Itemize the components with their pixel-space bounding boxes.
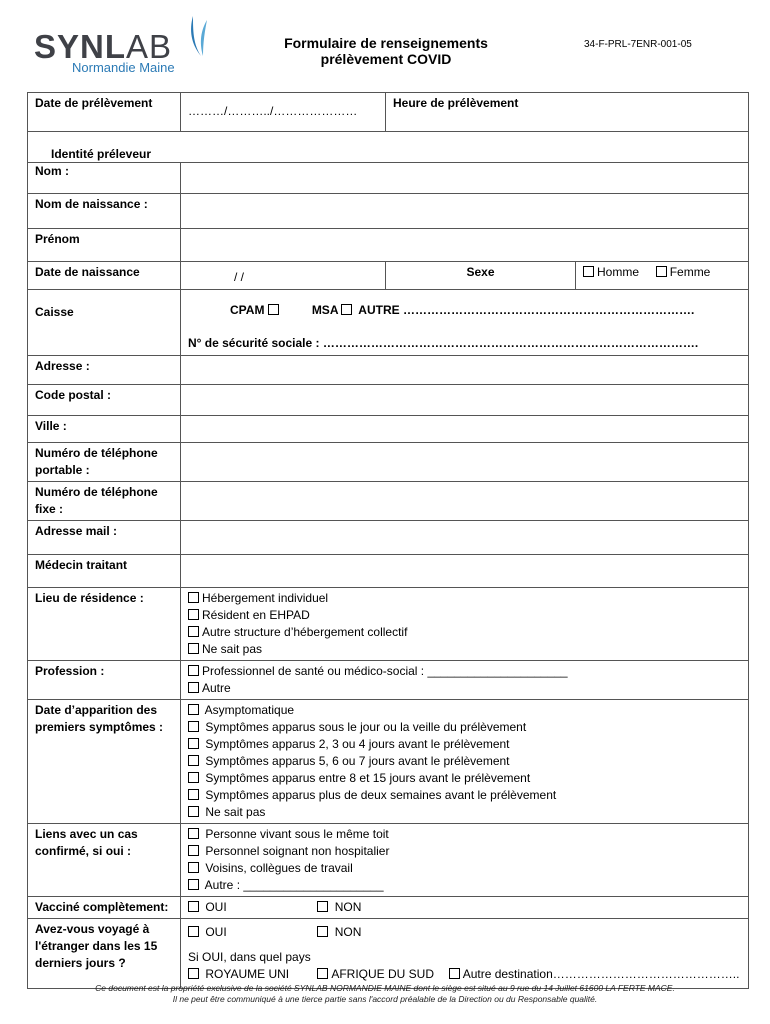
adresse-label: Adresse : bbox=[28, 356, 181, 385]
document-reference: 34-F-PRL-7ENR-001-05 bbox=[584, 39, 692, 50]
symptome-option[interactable]: Symptômes apparus plus de deux semaines avant le prélèvement bbox=[188, 787, 741, 804]
adresse-mail-label: Adresse mail : bbox=[28, 521, 181, 555]
checkbox-icon bbox=[188, 682, 199, 693]
checkbox-icon bbox=[188, 643, 199, 654]
synlab-wordmark: SYNLAB bbox=[34, 28, 173, 65]
voyage-oui-checkbox[interactable]: OUI bbox=[188, 924, 314, 941]
profession-label: Profession : bbox=[28, 661, 181, 700]
covid-form-table bbox=[27, 92, 749, 989]
tel-fixe-field[interactable] bbox=[181, 482, 749, 521]
checkbox-icon bbox=[188, 862, 199, 873]
adresse-field[interactable] bbox=[181, 356, 749, 385]
caisse-options bbox=[181, 290, 749, 356]
femme-checkbox[interactable]: Femme bbox=[656, 265, 711, 279]
tel-portable-label: Numéro de téléphone portable : bbox=[28, 443, 181, 482]
nom-label: Identité préleveur Nom : bbox=[28, 163, 181, 194]
synlab-logo bbox=[34, 14, 224, 78]
ville-label: Ville : bbox=[28, 416, 181, 443]
vaccine-label: Vacciné complètement: bbox=[28, 897, 181, 919]
date-prelevement-label: Date de prélèvement bbox=[28, 93, 181, 132]
region-name: Normandie Maine bbox=[72, 60, 175, 75]
residence-option[interactable]: Autre structure d’hébergement collectif bbox=[188, 624, 741, 641]
lien-option[interactable]: Voisins, collègues de travail bbox=[188, 860, 741, 877]
checkbox-icon bbox=[188, 721, 199, 732]
residence-label: Lieu de résidence : bbox=[28, 588, 181, 661]
heure-prelevement-field[interactable]: Heure de prélèvement bbox=[386, 93, 749, 132]
checkbox-icon bbox=[188, 806, 199, 817]
checkbox-icon bbox=[188, 755, 199, 766]
checkbox-icon bbox=[188, 609, 199, 620]
checkbox-icon bbox=[188, 772, 199, 783]
nom-field[interactable] bbox=[181, 163, 749, 194]
msa-checkbox[interactable]: MSA bbox=[312, 303, 356, 317]
symptome-option[interactable]: Symptômes apparus sous le jour ou la veille du prélèvement bbox=[188, 719, 741, 736]
sexe-options bbox=[576, 262, 749, 290]
voyage-non-checkbox[interactable]: NON bbox=[317, 925, 361, 939]
checkbox-icon bbox=[583, 266, 594, 277]
checkbox-icon bbox=[188, 879, 199, 890]
caisse-row bbox=[188, 292, 741, 319]
checkbox-icon bbox=[268, 304, 279, 315]
voyage-options bbox=[181, 919, 749, 989]
liens-options bbox=[181, 824, 749, 897]
sexe-label: Sexe bbox=[386, 262, 576, 290]
profession-option[interactable]: Autre bbox=[188, 680, 741, 697]
voyage-pays bbox=[188, 966, 741, 983]
identite-spacer bbox=[386, 132, 749, 163]
checkbox-icon bbox=[188, 665, 199, 676]
residence-option[interactable]: Ne sait pas bbox=[188, 641, 741, 658]
date-naissance-label: Date de naissance bbox=[28, 262, 181, 290]
code-postal-field[interactable] bbox=[181, 385, 749, 416]
symptome-option[interactable]: Symptômes apparus entre 8 et 15 jours avant le prélèvement bbox=[188, 770, 741, 787]
checkbox-icon bbox=[188, 901, 199, 912]
residence-option[interactable]: Résident en EHPAD bbox=[188, 607, 741, 624]
royaume-uni-checkbox[interactable]: ROYAUME UNI bbox=[188, 966, 314, 983]
medecin-label: Médecin traitant bbox=[28, 555, 181, 588]
tel-fixe-label: Numéro de téléphone fixe : bbox=[28, 482, 181, 521]
symptome-option[interactable]: Symptômes apparus 2, 3 ou 4 jours avant le prélèvement bbox=[188, 736, 741, 753]
checkbox-icon bbox=[188, 592, 199, 603]
checkbox-icon bbox=[317, 968, 328, 979]
lien-option[interactable]: Personnel soignant non hospitalier bbox=[188, 843, 741, 860]
symptomes-options bbox=[181, 700, 749, 824]
autre-caisse-field[interactable]: AUTRE ………………………………………………………………. bbox=[358, 303, 695, 317]
checkbox-icon bbox=[656, 266, 667, 277]
prenom-label: Prénom bbox=[28, 229, 181, 262]
prenom-field[interactable] bbox=[181, 229, 749, 262]
homme-checkbox[interactable]: Homme bbox=[583, 265, 639, 279]
footer-disclaimer: Ce document est la propriété exclusive de la société SYNLAB NORMANDIE MAINE dont le siège est situé au 9 rue du 14 Juillet 61600 LA FERTE MACE. Il ne peut être communiqué à une tierce partie sans l'accord préalable de la Direction ou du Responsable qualité. bbox=[95, 983, 675, 1004]
liens-label: Liens avec un cas confirmé, si oui : bbox=[28, 824, 181, 897]
form-title: Formulaire de renseignements prélèvement COVID bbox=[284, 35, 488, 67]
date-naissance-field[interactable]: / / bbox=[181, 262, 386, 290]
profession-option[interactable]: Professionnel de santé ou médico-social : _____________________ bbox=[188, 663, 741, 680]
vaccine-options bbox=[181, 897, 749, 919]
symptome-option[interactable]: Ne sait pas bbox=[188, 804, 741, 821]
checkbox-icon bbox=[188, 626, 199, 637]
checkbox-icon bbox=[317, 901, 328, 912]
checkbox-icon bbox=[188, 789, 199, 800]
ville-field[interactable] bbox=[181, 416, 749, 443]
checkbox-icon bbox=[341, 304, 352, 315]
synlab-leaf-icon bbox=[179, 14, 213, 60]
date-prelevement-field[interactable]: ………/………../………………… bbox=[181, 93, 386, 132]
code-postal-label: Code postal : bbox=[28, 385, 181, 416]
afrique-sud-checkbox[interactable]: AFRIQUE DU SUD bbox=[317, 966, 445, 983]
si-oui-text: Si OUI, dans quel pays bbox=[188, 950, 311, 964]
caisse-label: Caisse bbox=[28, 290, 181, 356]
nom-naissance-field[interactable] bbox=[181, 194, 749, 229]
checkbox-icon bbox=[188, 926, 199, 937]
checkbox-icon bbox=[188, 968, 199, 979]
profession-options bbox=[181, 661, 749, 700]
checkbox-icon bbox=[188, 845, 199, 856]
symptome-option[interactable]: Asymptomatique bbox=[188, 702, 741, 719]
voyage-oui-non bbox=[188, 924, 741, 941]
adresse-mail-field[interactable] bbox=[181, 521, 749, 555]
lien-option[interactable]: Personne vivant sous le même toit bbox=[188, 826, 741, 843]
autre-destination-checkbox[interactable]: Autre destination……………………………………….. bbox=[449, 967, 740, 981]
vaccine-non-checkbox[interactable]: NON bbox=[317, 900, 361, 914]
voyage-label: Avez-vous voyagé à l'étranger dans les 15 derniers jours ? bbox=[28, 919, 181, 989]
symptome-option[interactable]: Symptômes apparus 5, 6 ou 7 jours avant le prélèvement bbox=[188, 753, 741, 770]
nom-naissance-label: Nom de naissance : bbox=[28, 194, 181, 229]
residence-option[interactable]: Hébergement individuel bbox=[188, 590, 741, 607]
cpam-checkbox[interactable]: CPAM bbox=[230, 303, 282, 317]
tel-portable-field[interactable] bbox=[181, 443, 749, 482]
symptomes-label: Date d’apparition des premiers symptômes : bbox=[28, 700, 181, 824]
vaccine-oui-checkbox[interactable]: OUI bbox=[188, 899, 314, 916]
lien-option[interactable]: Autre : _____________________ bbox=[188, 877, 741, 894]
checkbox-icon bbox=[449, 968, 460, 979]
checkbox-icon bbox=[188, 828, 199, 839]
checkbox-icon bbox=[188, 704, 199, 715]
residence-options bbox=[181, 588, 749, 661]
checkbox-icon bbox=[317, 926, 328, 937]
checkbox-icon bbox=[188, 738, 199, 749]
secu-field[interactable]: N° de sécurité sociale : …………………………………………………………………………………. bbox=[188, 336, 699, 350]
medecin-field[interactable] bbox=[181, 555, 749, 588]
